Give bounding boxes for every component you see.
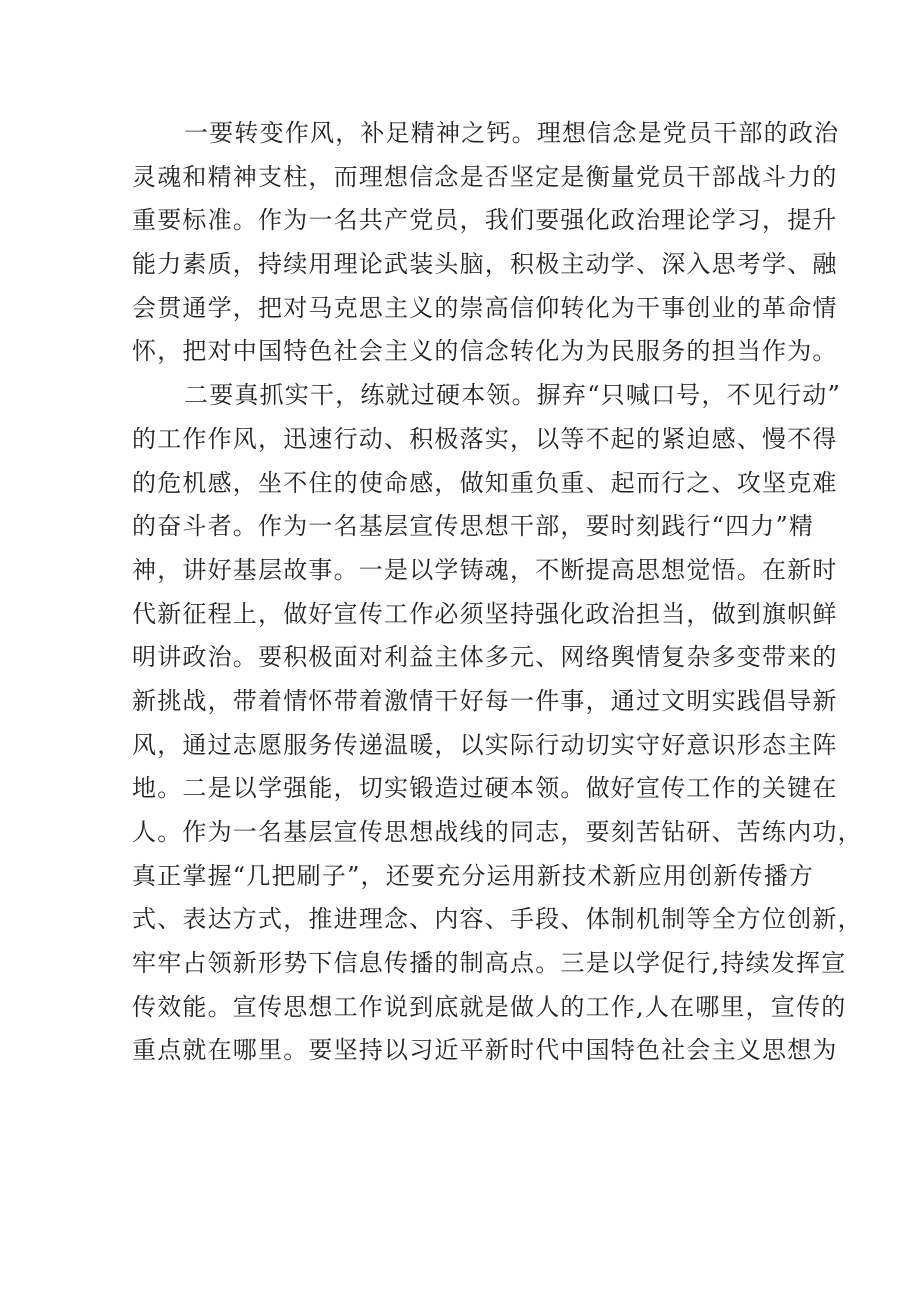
text-line: 式、表达方式，推进理念、内容、手段、体制机制等全方位创新， <box>132 905 863 934</box>
text-line: 重要标准。作为一名共产党员，我们要强化政治理论学习，提升 <box>132 206 838 235</box>
text-line: 人。作为一名基层宣传思想战线的同志，要刻苦钻研、苦练内功， <box>132 818 863 846</box>
text-line: 的危机感，坐不住的使命感，做知重负重、起而行之、攻坚克难 <box>132 468 838 497</box>
text-line: 重点就在哪里。要坚持以习近平新时代中国特色社会主义思想为 <box>132 1036 838 1065</box>
body-text <box>132 112 863 1073</box>
text-line: 会贯通学，把对马克思主义的崇高信仰转化为干事创业的革命情 <box>132 293 838 322</box>
text-line: 风，通过志愿服务传递温暖，以实际行动切实守好意识形态主阵 <box>132 730 838 759</box>
text-line: 怀，把对中国特色社会主义的信念转化为为民服务的担当作为。 <box>132 337 838 366</box>
text-line: 一要转变作风，补足精神之钙。理想信念是党员干部的政治 <box>184 119 840 147</box>
text-line: 的工作作风，迅速行动、积极落实，以等不起的紧迫感、慢不得 <box>132 424 838 453</box>
paragraph-1 <box>132 112 840 374</box>
text-line: 地。二是以学强能，切实锻造过硬本领。做好宣传工作的关键在 <box>132 774 838 803</box>
text-line: 灵魂和精神支柱，而理想信念是否坚定是衡量党员干部战斗力的 <box>132 162 838 191</box>
paragraph-2 <box>132 374 863 1073</box>
text-line: 的奋斗者。作为一名基层宣传思想干部，要时刻践行“四力”精 <box>132 512 815 541</box>
text-line: 神，讲好基层故事。一是以学铸魂，不断提高思想觉悟。在新时 <box>132 555 838 584</box>
text-line: 真正掌握“几把刷子”，还要充分运用新技术新应用创新传播方 <box>132 861 815 890</box>
text-line: 代新征程上，做好宣传工作必须坚持强化政治担当，做到旗帜鲜 <box>132 599 838 628</box>
text-line: 能力素质，持续用理论武装头脑，积极主动学、深入思考学、融 <box>132 250 838 279</box>
text-line: 传效能。宣传思想工作说到底就是做人的工作,人在哪里，宣传的 <box>132 992 847 1021</box>
text-line: 牢牢占领新形势下信息传播的制高点。三是以学促行,持续发挥宣 <box>132 949 847 978</box>
text-line: 二要真抓实干，练就过硬本领。摒弃“只喊口号，不见行动” <box>184 381 841 410</box>
text-line: 新挑战，带着情怀带着激情干好每一件事，通过文明实践倡导新 <box>132 686 838 715</box>
text-line: 明讲政治。要积极面对利益主体多元、网络舆情复杂多变带来的 <box>132 643 838 672</box>
